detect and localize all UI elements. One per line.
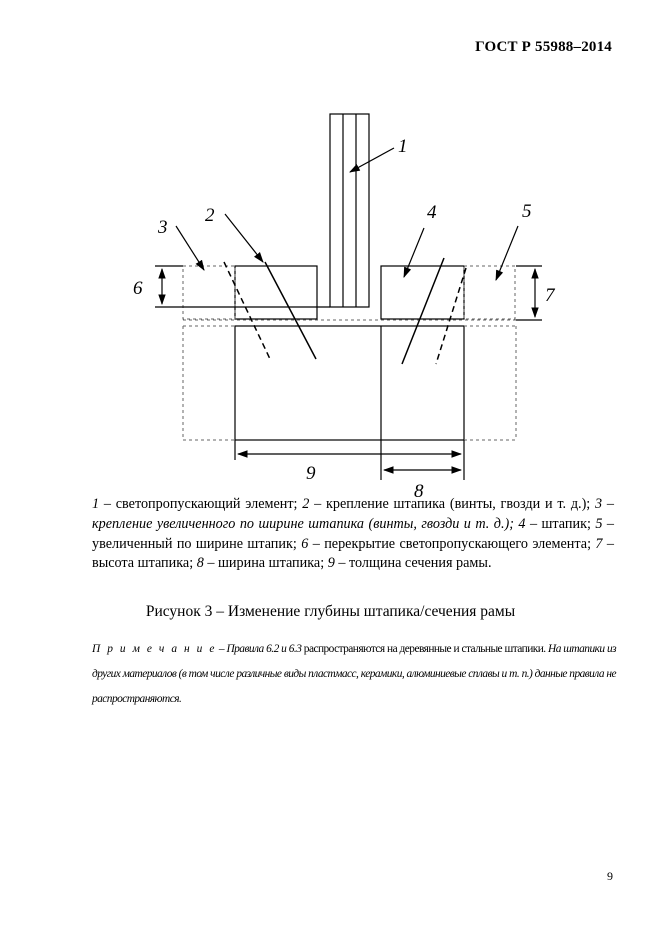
- legend-text-7: – высота штапика;: [92, 535, 614, 572]
- figure-legend: [92, 495, 614, 574]
- legend-text-1: – светопропускающий элемент;: [99, 496, 303, 512]
- legend-text-4: – штапик;: [525, 515, 596, 532]
- legend-text-8: – ширина штапика;: [203, 555, 328, 572]
- legend-num-9: 9: [327, 555, 335, 572]
- label-1: 1: [398, 136, 408, 157]
- note-rest: На штапики из других материалов (в том числе различные виды пластмасс, керамики, алюминиевые сплавы и т. п.) данные правила не распространяются.: [92, 643, 617, 705]
- note-mid: распространяются на деревянные и стальные штапики.: [301, 643, 549, 655]
- note-dash: –: [216, 643, 227, 655]
- label-5: 5: [522, 201, 532, 222]
- legend-num-4: 4: [518, 515, 526, 532]
- page-number: 9: [607, 869, 613, 883]
- note-paragraph: [92, 637, 616, 712]
- glazing-element: [330, 114, 369, 307]
- legend-num-8: 8: [196, 555, 204, 572]
- legend-text-3: – крепление увеличенного по ширине штапика (винты, гвозди и т. д.);: [92, 496, 614, 532]
- legend-num-7: 7: [595, 535, 603, 552]
- figure-caption: Рисунок 3 – Изменение глубины штапика/сечения рамы: [145, 603, 516, 620]
- label-8: 8: [414, 481, 424, 502]
- label-6: 6: [133, 278, 143, 299]
- legend-text-9: – толщина сечения рамы.: [334, 555, 492, 572]
- document-id: ГОСТ Р 55988–2014: [475, 39, 612, 55]
- legend-text-5: – увеличенный по ширине штапик;: [92, 515, 615, 552]
- label-2: 2: [205, 205, 215, 226]
- note-label: П р и м е ч а н и е: [92, 643, 217, 655]
- note-rules-ref: Правила 6.2 и 6.3: [226, 643, 302, 655]
- enlarged-outline: [183, 266, 516, 440]
- label-3: 3: [158, 217, 168, 238]
- legend-num-6: 6: [301, 535, 309, 552]
- label-4: 4: [427, 202, 437, 223]
- legend-num-1: 1: [92, 496, 100, 512]
- label-7: 7: [545, 285, 555, 306]
- legend-num-3: 3: [595, 496, 603, 512]
- label-9: 9: [306, 463, 316, 484]
- legend-text-2: – крепление штапика (винты, гвозди и т. д.);: [309, 496, 596, 512]
- legend-num-5: 5: [595, 515, 603, 532]
- frame-section: [235, 326, 464, 440]
- legend-num-2: 2: [302, 496, 310, 512]
- legend-text-6: – перекрытие светопропускающего элемента;: [308, 535, 596, 552]
